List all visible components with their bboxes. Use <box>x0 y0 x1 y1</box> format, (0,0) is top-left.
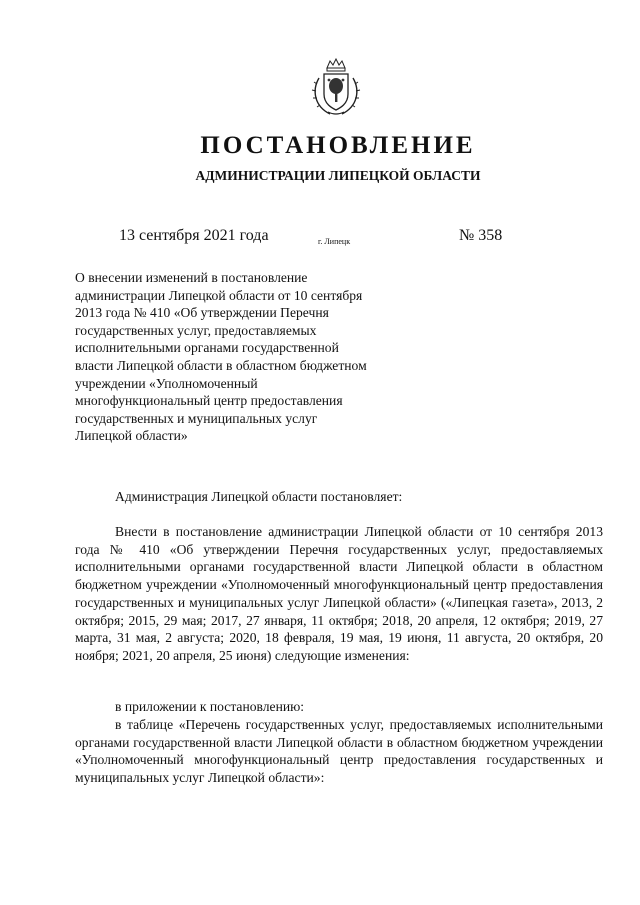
body-paragraph-1: Администрация Липецкой области постановляет: <box>115 489 403 504</box>
body-paragraph-3: в приложении к постановлению: <box>115 699 305 714</box>
issuer-name: АДМИНИСТРАЦИИ ЛИПЕЦКОЙ ОБЛАСТИ <box>195 168 481 183</box>
document-title: ПОСТАНОВЛЕНИЕ <box>200 132 476 159</box>
document-subject: О внесении изменений в постановление администрации Липецкой области от 10 сентября 2013 года № 410 «Об утверждении Перечня государственных услуг, предоставляемых исполнительными органами государственной власти Липецкой области в областном бюджетном учреждении «Уполномоченный многофункциональный центр предоставления государственных и муниципальных услуг Липецкой области» <box>75 270 367 444</box>
body-paragraph-4: в таблице «Перечень государственных услуг, предоставляемых исполнительными органами государственной власти Липецкой области в областном бюджетном учреждении «Уполномоченный многофункциональный центр предоставления государственных и муниципальных услуг Липецкой области»: <box>75 717 603 786</box>
document-city: г. Липецк <box>318 237 351 246</box>
document-number: № 358 <box>459 227 503 244</box>
body-paragraph-2: Внести в постановление администрации Липецкой области от 10 сентября 2013 года № 410 «Об утверждении Перечня государственных услуг, предоставляемых исполнительными органами государственной власти Липецкой области в областном бюджетном учреждении «Уполномоченный многофункциональный центр предоставления государственных и муниципальных услуг Липецкой области» («Липецкая газета», 2013, 2 октября; 2015, 29 мая; 2017, 27 января, 11 октября; 2018, 20 апреля, 12 октября; 2019, 27 марта, 31 мая, 2 августа; 2020, 18 февраля, 19 мая, 19 июня, 11 августа, 20 октября, 20 ноября; 2021, 20 апреля, 25 июня) следующие изменения: <box>75 524 603 663</box>
document-date: 13 сентября 2021 года <box>119 227 269 244</box>
coat-of-arms-icon <box>310 58 362 118</box>
